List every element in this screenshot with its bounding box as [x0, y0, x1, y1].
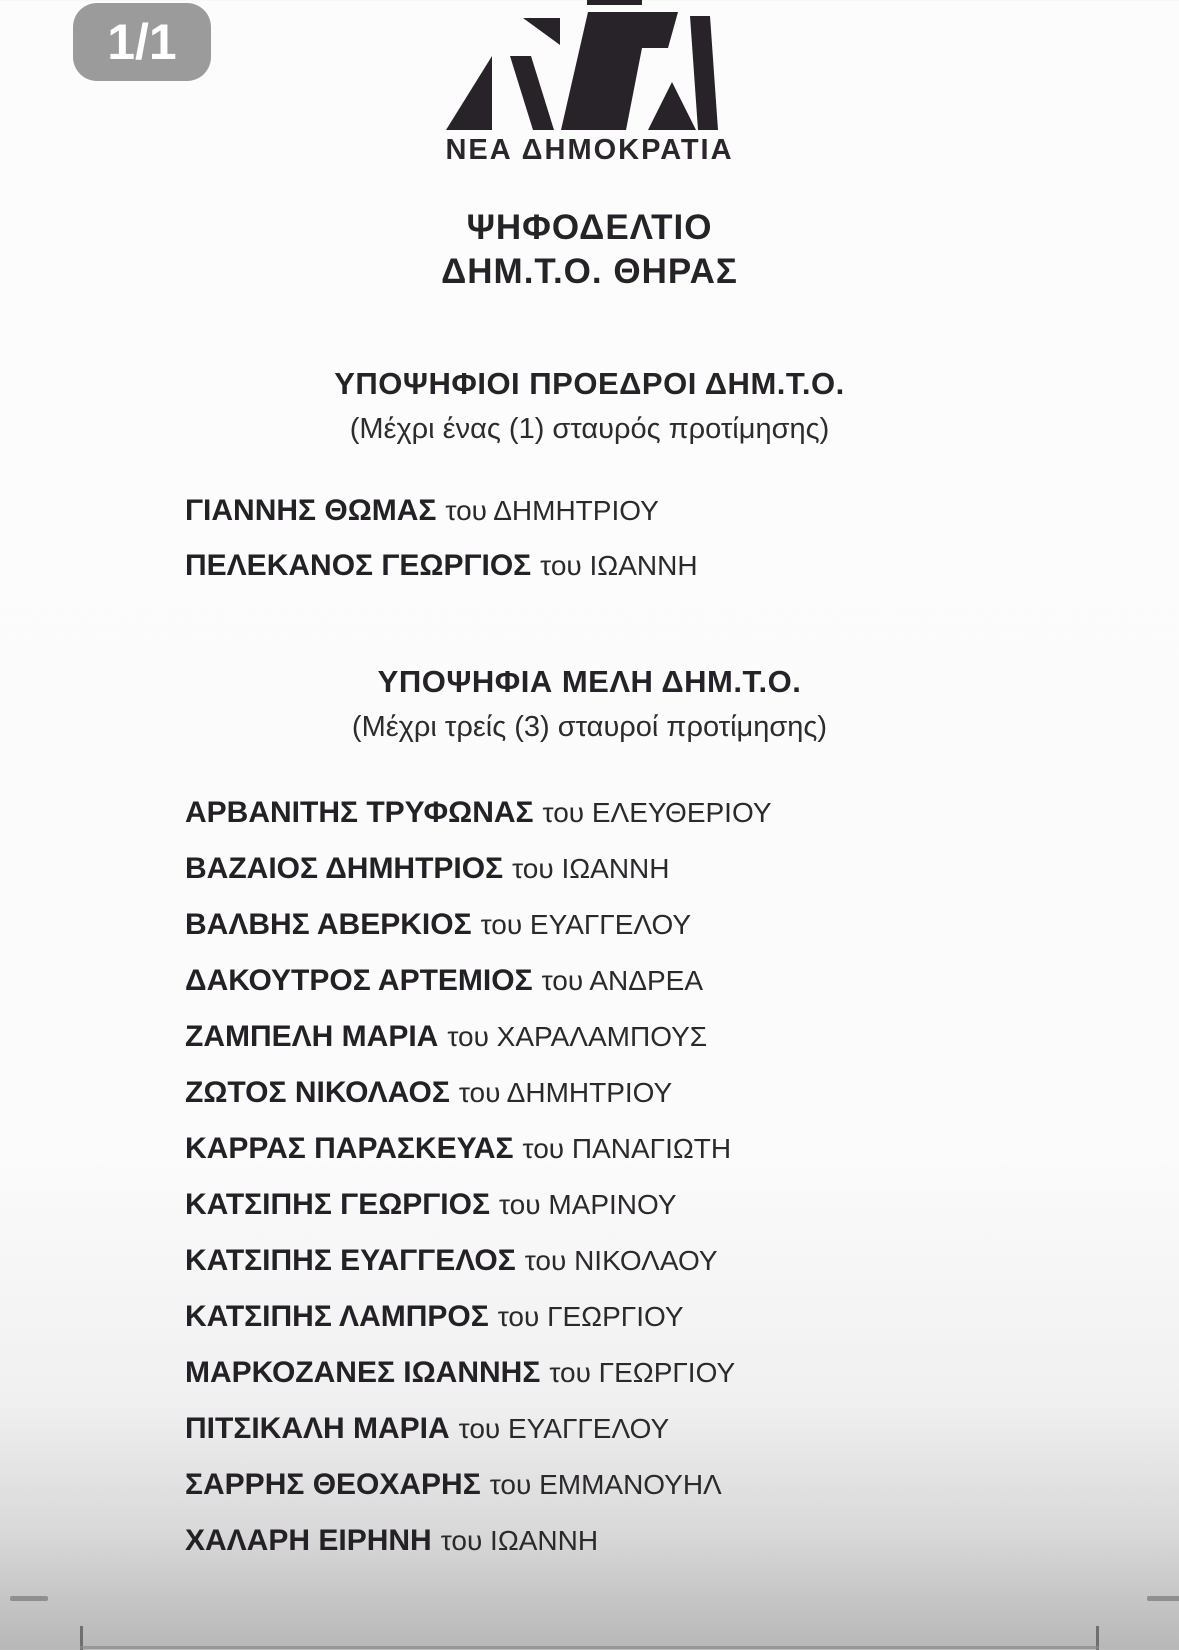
candidate-patronymic: του ΙΩΑΝΝΗ: [540, 550, 698, 581]
candidate-name: ΧΑΛΑΡΗ ΕΙΡΗΝΗ: [185, 1524, 432, 1557]
section-members-instruction: (Μέχρι τρείς (3) σταυροί προτίμησης): [351, 711, 828, 743]
candidate-patronymic: του ΑΝΔΡΕΑ: [541, 965, 704, 996]
candidate-row: [185, 1123, 1119, 1179]
candidate-name: ΚΑΡΡΑΣ ΠΑΡΑΣΚΕΥΑΣ: [185, 1132, 514, 1165]
members-candidate-list: [185, 787, 1119, 1571]
section-members-heading: ΥΠΟΨΗΦΙΑ ΜΕΛΗ ΔΗΜ.Τ.Ο.: [377, 664, 802, 699]
candidate-row: [185, 1403, 1119, 1459]
candidate-name: ΚΑΤΣΙΠΗΣ ΓΕΩΡΓΙΟΣ: [185, 1188, 490, 1221]
candidate-row: [185, 1291, 1119, 1347]
candidate-patronymic: του ΙΩΑΝΝΗ: [512, 853, 670, 884]
candidate-name: ΖΩΤΟΣ ΝΙΚΟΛΑΟΣ: [185, 1076, 450, 1109]
candidate-patronymic: του ΕΥΑΓΓΕΛΟΥ: [458, 1413, 670, 1444]
page-indicator-badge: 1/1: [73, 3, 211, 81]
candidate-row: [185, 787, 1119, 843]
candidate-row: [185, 1011, 1119, 1067]
frame-bottom-edge: [80, 1646, 1099, 1649]
candidate-patronymic: του ΕΛΕΥΘΕΡΙΟΥ: [542, 797, 772, 828]
candidate-row: [185, 1347, 1119, 1403]
candidate-patronymic: του ΙΩΑΝΝΗ: [440, 1525, 599, 1556]
nea-dimokratia-logo-icon: [440, 0, 720, 132]
candidate-patronymic: του ΜΑΡΙΝΟΥ: [498, 1189, 677, 1220]
candidate-row: [185, 899, 1119, 955]
section-presidents-heading: ΥΠΟΨΗΦΙΟΙ ΠΡΟΕΔΡΟΙ ΔΗΜ.Τ.Ο.: [334, 366, 845, 401]
candidate-patronymic: του ΝΙΚΟΛΑΟΥ: [524, 1245, 718, 1276]
candidate-name: ΒΑΖΑΙΟΣ ΔΗΜΗΤΡΙΟΣ: [185, 852, 504, 885]
candidate-patronymic: του ΔΗΜΗΤΡΙΟΥ: [445, 495, 659, 526]
party-name: ΝΕΑ ΔΗΜΟΚΡΑΤΙΑ: [445, 134, 734, 166]
candidate-name: ΔΑΚΟΥΤΡΟΣ ΑΡΤΕΜΙΟΣ: [185, 964, 533, 997]
candidate-row: [185, 1179, 1119, 1235]
crop-handle-left-icon[interactable]: [10, 1596, 48, 1601]
candidate-name: ΠΙΤΣΙΚΑΛΗ ΜΑΡΙΑ: [185, 1412, 450, 1445]
candidate-name: ΚΑΤΣΙΠΗΣ ΛΑΜΠΡΟΣ: [185, 1300, 489, 1333]
section-presidents-instruction: (Μέχρι ένας (1) σταυρός προτίμησης): [349, 413, 830, 445]
candidate-patronymic: του ΕΜΜΑΝΟΥΗΛ: [489, 1469, 722, 1500]
candidate-patronymic: του ΕΥΑΓΓΕΛΟΥ: [480, 909, 692, 940]
candidate-row: [185, 955, 1119, 1011]
candidate-name: ΖΑΜΠΕΛΗ ΜΑΡΙΑ: [185, 1020, 439, 1053]
candidate-name: ΜΑΡΚΟΖΑΝΕΣ ΙΩΑΝΝΗΣ: [185, 1356, 541, 1389]
ballot-title: [0, 206, 1179, 294]
candidate-name: ΣΑΡΡΗΣ ΘΕΟΧΑΡΗΣ: [185, 1468, 481, 1501]
candidate-row: [185, 1067, 1119, 1123]
candidate-name: ΒΑΛΒΗΣ ΑΒΕΡΚΙΟΣ: [185, 908, 472, 941]
candidate-row: [185, 486, 1119, 541]
crop-handle-right-icon[interactable]: [1147, 1596, 1179, 1601]
candidate-row: [185, 1235, 1119, 1291]
candidate-patronymic: του ΓΕΩΡΓΙΟΥ: [497, 1301, 684, 1332]
candidate-row: [185, 843, 1119, 899]
candidate-name: ΠΕΛΕΚΑΝΟΣ ΓΕΩΡΓΙΟΣ: [185, 549, 532, 582]
presidents-candidate-list: [185, 486, 1119, 596]
candidate-name: ΓΙΑΝΝΗΣ ΘΩΜΑΣ: [185, 494, 437, 527]
candidate-row: [185, 541, 1119, 596]
candidate-row: [185, 1459, 1119, 1515]
candidate-name: ΑΡΒΑΝΙΤΗΣ ΤΡΥΦΩΝΑΣ: [185, 796, 534, 829]
ballot-title-line2: ΔΗΜ.Τ.Ο. ΘΗΡΑΣ: [441, 252, 738, 291]
candidate-patronymic: του ΠΑΝΑΓΙΩΤΗ: [522, 1133, 732, 1164]
candidate-patronymic: του ΔΗΜΗΤΡΙΟΥ: [458, 1077, 673, 1108]
candidate-patronymic: του ΧΑΡΑΛΑΜΠΟΥΣ: [447, 1021, 708, 1052]
ballot-title-line1: ΨΗΦΟΔΕΛΤΙΟ: [466, 208, 713, 247]
candidate-row: [185, 1515, 1119, 1571]
candidate-name: ΚΑΤΣΙΠΗΣ ΕΥΑΓΓΕΛΟΣ: [185, 1244, 516, 1277]
candidate-patronymic: του ΓΕΩΡΓΙΟΥ: [549, 1357, 736, 1388]
